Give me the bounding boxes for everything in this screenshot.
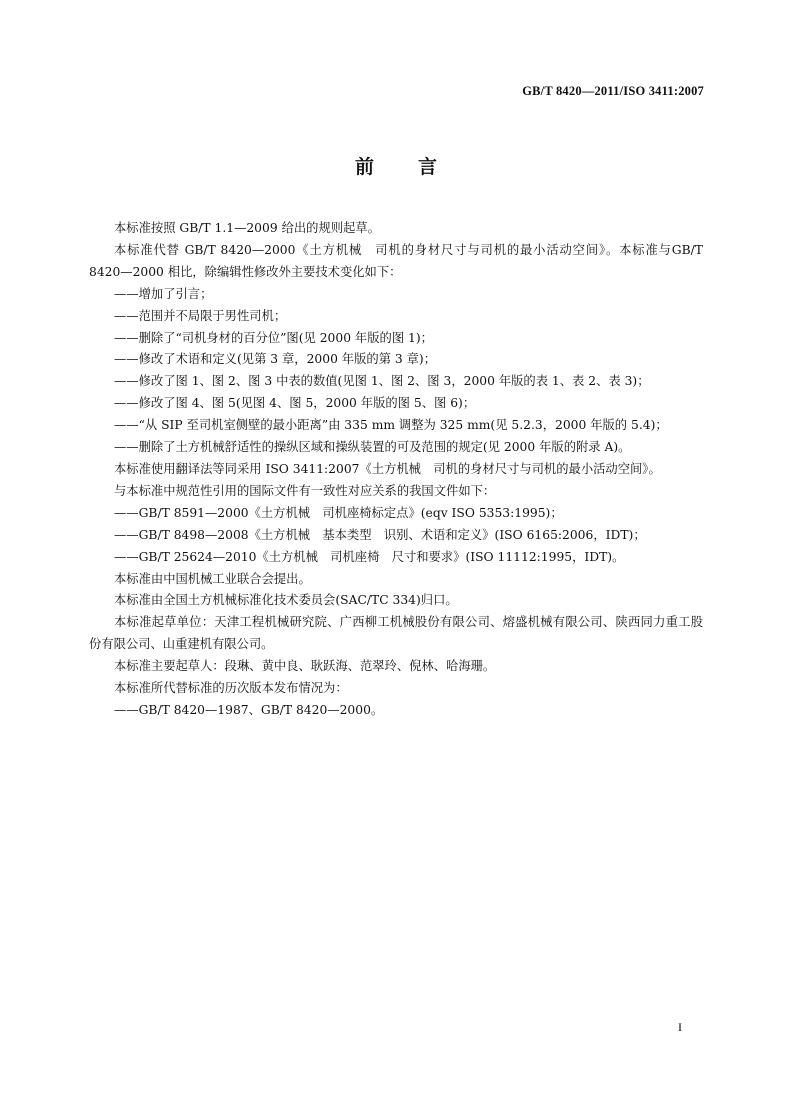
list-item: ——GB/T 8420—1987、GB/T 8420—2000。 [114, 702, 384, 717]
list-item: ——修改了术语和定义(见第 3 章，2000 年版的第 3 章)； [114, 352, 437, 367]
list-item: ——修改了图 4、图 5(见图 4、图 5，2000 年版的图 5、图 6)； [114, 396, 476, 411]
paragraph: 本标准由中国机械工业联合会提出。 [114, 571, 311, 586]
page-number: I [678, 1020, 682, 1034]
list-item: ——删除了土方机械舒适性的操纵区域和操纵装置的可及范围的规定(见 2000 年版的附录 A)。 [114, 440, 631, 455]
page-title: 前言 [354, 156, 481, 178]
list-item: ——增加了引言； [114, 286, 213, 301]
list-item: ——范围并不局限于男性司机； [114, 308, 287, 323]
paragraph: 本标准由全国土方机械标准化技术委员会(SAC/TC 334)归口。 [114, 593, 458, 608]
list-item: ——“从 SIP 至司机室侧壁的最小距离”由 335 mm 调整为 325 mm(见 5.2.3，2000 年版的 5.4)； [114, 418, 668, 433]
paragraph: 本标准起草单位：天津工程机械研究院、广西柳工机械股份有限公司、熔盛机械有限公司、陕西同力重工股份有限公司、山重建机有限公司。 [89, 615, 703, 652]
paragraph: 本标准使用翻译法等同采用 ISO 3411:2007《土方机械 司机的身材尺寸与司机的最小活动空间》。 [114, 461, 661, 476]
paragraph: 本标准代替 GB/T 8420—2000《土方机械 司机的身材尺寸与司机的最小活动空间》。本标准与GB/T 8420—2000 相比，除编辑性修改外主要技术变化如下： [89, 242, 703, 279]
paragraph: 本标准按照 GB/T 1.1—2009 给出的规则起草。 [114, 221, 380, 235]
document-body [89, 218, 703, 722]
paragraph: 与本标准中规范性引用的国际文件有一致性对应关系的我国文件如下： [114, 483, 496, 498]
list-item: ——GB/T 25624—2010《土方机械 司机座椅 尺寸和要求》(ISO 11112:1995，IDT)。 [114, 549, 625, 564]
list-item: ——GB/T 8591—2000《土方机械 司机座椅标定点》(eqv ISO 5353:1995)； [114, 505, 563, 520]
list-item: ——删除了“司机身材的百分位”图(见 2000 年版的图 1)； [114, 330, 433, 345]
list-item: ——GB/T 8498—2008《土方机械 基本类型 识别、术语和定义》(ISO 6165:2006，IDT)； [114, 527, 646, 542]
paragraph: 本标准所代替标准的历次版本发布情况为： [114, 681, 348, 696]
paragraph: 本标准主要起草人：段琳、黄中良、耿跃海、范翠玲、倪林、哈海珊。 [114, 659, 496, 674]
list-item: ——修改了图 1、图 2、图 3 中表的数值(见图 1、图 2、图 3，2000 年版的表 1、表 2、表 3)； [114, 374, 650, 389]
standard-code: GB/T 8420—2011/ISO 3411:2007 [522, 84, 704, 98]
